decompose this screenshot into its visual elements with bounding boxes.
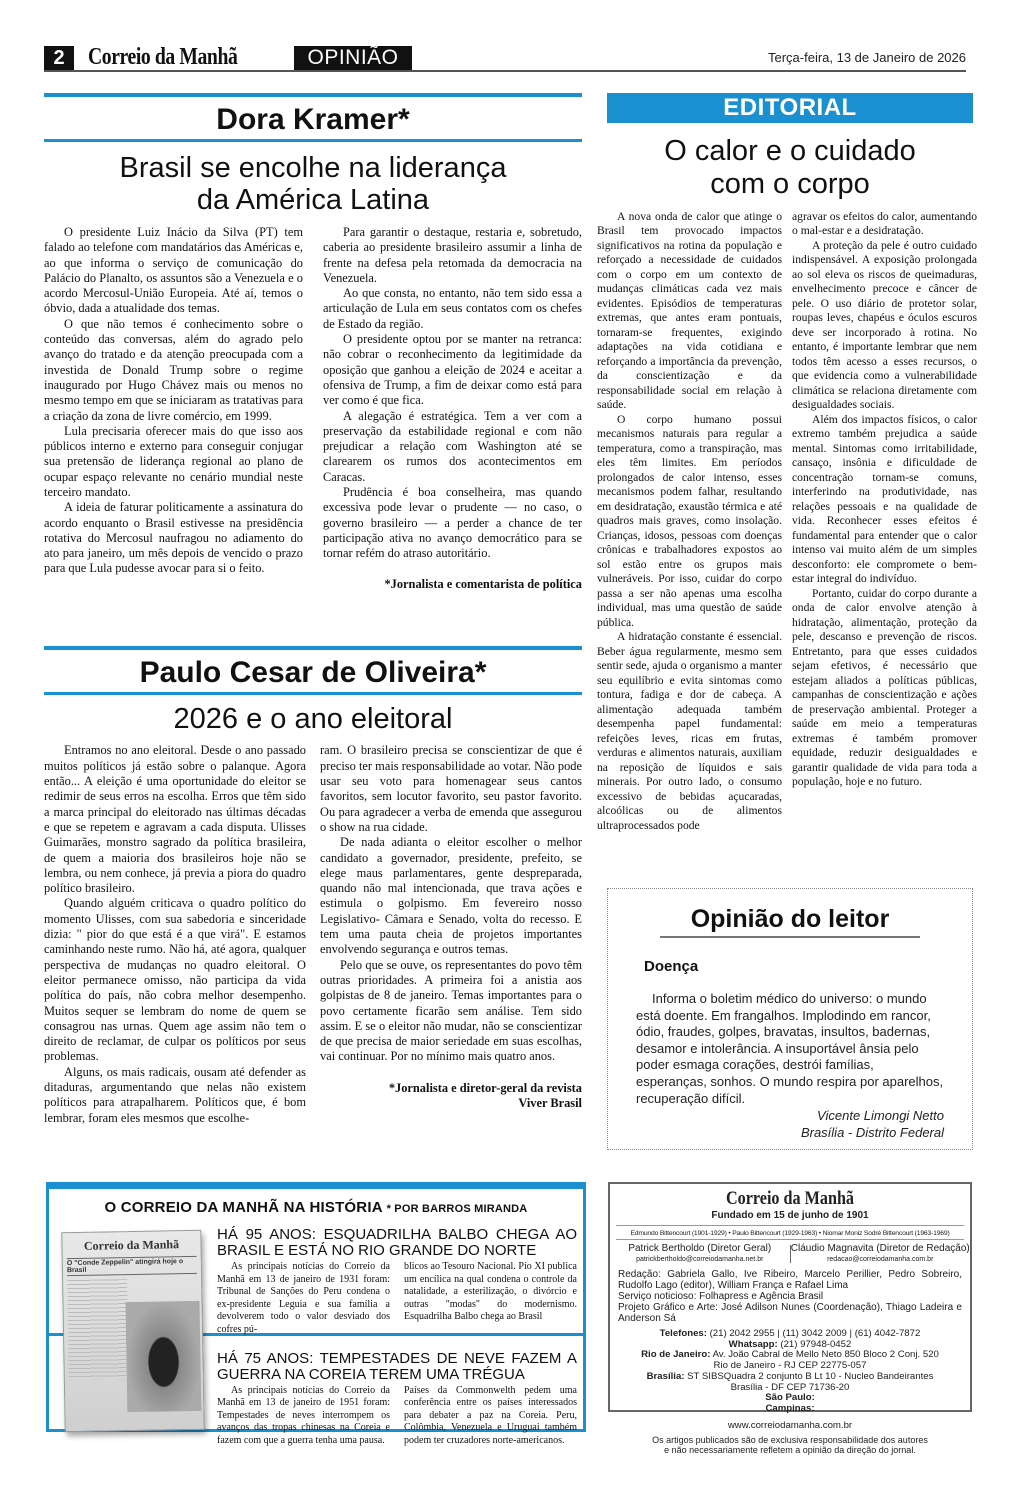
contact-info bbox=[610, 1329, 970, 1415]
disclaimer bbox=[610, 1435, 970, 1456]
history-item-body bbox=[217, 1385, 577, 1448]
archive-masthead: Correio da Manhã bbox=[83, 1237, 180, 1253]
divider bbox=[660, 936, 920, 938]
history-byline: * POR BARROS MIRANDA bbox=[386, 1203, 528, 1215]
body-column-right bbox=[320, 743, 582, 1125]
signature-line: Viver Brasil bbox=[518, 1096, 582, 1110]
contact-label: Brasília: bbox=[646, 1370, 685, 1382]
address-line: Av. João Cabral de Mello Neto 850 Bloco 2 Conj. 520 bbox=[712, 1349, 939, 1361]
zeppelin-photo bbox=[125, 1301, 201, 1412]
history-item-body bbox=[217, 1261, 577, 1337]
phone-numbers: (21) 2042 2955 | (11) 3042 2009 | (61) 4042-7872 bbox=[709, 1328, 921, 1339]
letter-location: Brasília - Distrito Federal bbox=[800, 1125, 944, 1141]
credit-servico bbox=[618, 1291, 962, 1302]
dateline: Terça-feira, 13 de Janeiro de 2026 bbox=[767, 50, 966, 65]
body-column-right bbox=[323, 225, 582, 593]
paragraph: A hidratação constante é essencial. Beber água regularmente, mesmo sem sentir sede, ajuda o organismo a manter seu equilíbrio e evita sintomas como tontura, fadiga e dor de cabeça. A alimentação adequada também desempenha papel fundamental: refeições leves, ricas em frutas, verduras e alimentos naturais, auxiliam na reposição de líquidos e sais minerais. Por outro lado, o consumo excessivo de bebidas açucaradas, alcoólicas ou de alimentos ultraprocessados pode bbox=[597, 630, 782, 832]
history-item-headline: HÁ 95 ANOS: ESQUADRILHA BALBO CHEGA AO BRASIL E ESTÁ NO RIO GRANDE DO NORTE bbox=[217, 1226, 577, 1259]
history-title bbox=[49, 1199, 583, 1216]
directors bbox=[610, 1243, 970, 1265]
history-text: As principais notícias do Correio da Manhã em 13 de janeiro de 1951 foram: Tempestades de neves interrompem os avanços das tropas chinesas na Coreia e fazem com que a guerra tenha uma pausa. bbox=[217, 1384, 390, 1446]
credit-redacao bbox=[618, 1269, 962, 1291]
article-body bbox=[44, 225, 582, 593]
paragraph: O que não temos é conhecimento sobre o conteúdo das conversas, além do agrado pelo avanço do tratado e da atenção preocupada com a investida de Donald Trump sobre o regime inaugurado por Hugo Chávez mais ou menos no mesmo tempo em que se iniciaram as tratativas para a criação da zona de livre comércio, em 1999. bbox=[44, 316, 303, 423]
editor-director bbox=[791, 1243, 971, 1265]
history-text: blicos ao Tesouro Nacional. Pio XI publica um encílica na qual condena o controle da natalidade, a esterilização, o divórcio e outras "modas" do modernismo. Esquadrilha Balbo chega ao Brasil bbox=[404, 1261, 577, 1323]
paragraph: O presidente optou por se manter na retranca: não cobrar o reconhecimento da legitimidade da oposição que ganhou a eleição de 2024 e aceitar a ofensiva de Trump, a fim de deixar como está para ver como é que fica. bbox=[323, 332, 582, 408]
director-general bbox=[610, 1243, 790, 1265]
credit-projeto bbox=[618, 1302, 962, 1324]
column-paulo-cesar bbox=[44, 646, 582, 1126]
contact-label: Campinas: bbox=[765, 1402, 815, 1414]
credit-value: Folhapress e Agência Brasil bbox=[699, 1291, 824, 1302]
credit-label: Projeto Gráfico e Arte: bbox=[618, 1302, 718, 1313]
credit-value: José Adilson Nunes (Coordenação), Thiago Ladeira e Anderson Sá bbox=[618, 1302, 962, 1324]
paragraph: Portanto, cuidar do corpo durante a onda de calor envolve atenção à hidratação, alimentação, proteção da pele, descanso e prevenção de riscos. Entretanto, para que esses cuidados sejam efetivos, é necessário que estejam aliados a políticas públicas, campanhas de conscientização e ações de preservação ambiental. Proteger a saúde em meio a temperaturas extremas é também promover equidade, reduzir desigualdades e garantir qualidade de vida para toda a população, hoje e no futuro. bbox=[792, 586, 977, 789]
signature-line: *Jornalista e diretor-geral da revista bbox=[388, 1080, 582, 1095]
paragraph: A alegação é estratégica. Tem a ver com a preservação da estabilidade regional e com não prejudicar a relação com Washington até se clarearem os rumos dos acontecimentos em Caracas. bbox=[323, 408, 582, 484]
paragraph: A proteção da pele é outro cuidado indispensável. A exposição prolongada ao sol eleva os riscos de queimaduras, envelhecimento precoce e câncer de pele. O uso diário de protetor solar, roupas leves, chapéus e óculos escuros deve ser incorporado à rotina. No entanto, é importante lembrar que nem todos têm acesso a esses recursos, o que evidencia como a vulnerabilidade climática se relaciona diretamente com desigualdades sociais. bbox=[792, 238, 977, 412]
paragraph: Além dos impactos físicos, o calor extremo também prejudica a saúde mental. Sintomas como irritabilidade, cansaço, insônia e dificuldade de concentração tornam-se comuns, interferindo na produtividade, nas relações pessoais e na qualidade de vida. Reconhecer esses efeitos é fundamental para entender que o calor intenso vai muito além de um simples desconforto: ele compromete o bem-estar integral do indivíduo. bbox=[792, 412, 977, 586]
paragraph: O corpo humano possui mecanismos naturais para regular a temperatura, como a transpiração, mas eles têm limites. Em períodos prolongados de calor intenso, esses mecanismos podem falhar, resultando em desidratação, exaustão térmica e até quadros mais graves, como insolação. Crianças, idosos, pessoas com doenças crônicas e trabalhadores expostos ao sol estão entre os grupos mais vulneráveis. Por isso, cuidar do corpo passa a ser não apenas uma escolha individual, mas uma questão de saúde pública. bbox=[597, 412, 782, 629]
whatsapp-number: (21) 97948-0452 bbox=[780, 1338, 852, 1350]
director-name: Cláudio Magnavita (Diretor de Redação) bbox=[790, 1243, 970, 1254]
history-text: Países da Commonwelth pedem uma conferência entre os países interessados para debater a paz na Coreia. Peru, Colômbia, Venezuela e Uruguai também podem ter cruzadores norte-americanos. bbox=[404, 1384, 577, 1446]
history-items bbox=[217, 1227, 577, 1448]
divider bbox=[44, 93, 582, 97]
paragraph: Ao que consta, no entanto, não tem sido essa a articulação de Lula em seus contatos com os chefes de Estado da região. bbox=[323, 286, 582, 331]
paragraph: Para garantir o destaque, restaria e, sobretudo, caberia ao presidente brasileiro assumir a linha de frente na defesa pela retomada da democracia na Venezuela. bbox=[323, 224, 582, 285]
credit-label: Redação: bbox=[618, 1269, 661, 1280]
body-column-left bbox=[44, 743, 306, 1125]
body-column-right bbox=[792, 210, 977, 834]
divider bbox=[616, 1239, 964, 1240]
body-column-left bbox=[597, 210, 782, 834]
history-text: As principais notícias do Correio da Manhã em 13 de janeiro de 1931 foram: Tribunal de Sanções do Peru condena o ex-presidente Leguia e sua família a devolverem todo o valor desviado dos cofres pú- bbox=[217, 1261, 390, 1335]
history-item-headline: HÁ 75 ANOS: TEMPESTADES DE NEVE FAZEM A GUERRA NA COREIA TEREM UMA TRÉGUA bbox=[217, 1349, 577, 1383]
paragraph: A ideia de faturar politicamente a assinatura do acordo enquanto o Brasil estivesse na presidência rotativa do Mercosul naufragou no adiamento do ato para janeiro, um mês depois de vencido o prazo para que Lula pudesse avocar para si o feito. bbox=[44, 500, 303, 576]
column-dora-kramer bbox=[44, 93, 582, 593]
letter-author: Vicente Limongi Netto bbox=[817, 1108, 944, 1124]
body-column-left bbox=[44, 225, 303, 593]
column-author: Paulo Cesar de Oliveira* bbox=[139, 656, 487, 689]
author-signature bbox=[320, 1081, 582, 1112]
editorial-tag: EDITORIAL bbox=[607, 93, 973, 123]
divider bbox=[44, 646, 582, 650]
founded-date: Fundado em 15 de junho de 1901 bbox=[711, 1210, 869, 1221]
director-email[interactable]: redacao@correiodamanha.com.br bbox=[827, 1256, 934, 1263]
paragraph: Alguns, os mais radicais, ousam até defender as ditaduras, argumentando que nelas não existem políticos para atrapalharem. Políticos que, é bom lembrar, foram eles mesmos que escolhe- bbox=[44, 1064, 306, 1125]
paragraph: Lula precisaria oferecer mais do que isso aos públicos interno e externo para conseguir conjugar sua pretensão de liderança regional ao plano de ocupar espaço relevante no cenário mundial neste terceiro mandato. bbox=[44, 423, 303, 499]
contact-label: Telefones: bbox=[659, 1328, 707, 1339]
headline-line: O calor e o cuidado bbox=[664, 135, 916, 167]
address-line: Brasília - DF CEP 71736-20 bbox=[730, 1381, 850, 1393]
staff-credits bbox=[618, 1269, 962, 1324]
section-tag: OPINIÃO bbox=[294, 46, 412, 70]
divider bbox=[616, 1225, 964, 1226]
letter-text: Informa o boletim médico do universo: o mundo está doente. Em frangalhos. Implodindo em rancor, ódio, fraudes, golpes, bravatas, insultos, badernas, desamor e intolerância. A insuportável ânsia pelo poder esmaga corações, destrói famílias, esperanças, sonhos. O mundo respira por aparelhos, recuperação difícil. bbox=[636, 991, 944, 1106]
disclaimer-line: e não necessariamente refletem a opinião da direção do jornal. bbox=[664, 1445, 916, 1456]
divider bbox=[44, 139, 582, 142]
article-headline bbox=[44, 152, 582, 217]
article-body bbox=[44, 743, 582, 1125]
headline-line: com o corpo bbox=[710, 168, 870, 201]
director-email[interactable]: patrickbertholdo@correiodamanha.net.br bbox=[636, 1256, 764, 1263]
paragraph: Prudência é boa conselheira, mas quando excessiva pode levar o prudente — no caso, o governo brasileiro — a perder a chance de ter participação ativa no avanço democrático para se tornar refém do atraso autoritário. bbox=[323, 484, 582, 561]
headline-line: Brasil se encolhe na liderança bbox=[119, 152, 507, 184]
divider bbox=[44, 692, 582, 695]
website-link[interactable]: www.correiodamanha.com.br bbox=[727, 1419, 853, 1431]
expediente-box bbox=[608, 1182, 972, 1456]
disclaimer-line: Os artigos publicados são de exclusiva responsabilidade dos autores bbox=[652, 1434, 928, 1445]
reader-opinion-title: Opinião do leitor bbox=[690, 905, 890, 933]
paragraph: ram. O brasileiro precisa se conscientizar de que é preciso ter mais responsabilidade ao votar. Não pode usar seu voto para homenagear seus cantos favoritos, sem locutor favorito, seu pastor favorito. Ou para agradecer a verba de emenda que assegurou o show na rua cidade. bbox=[320, 743, 582, 834]
history-item bbox=[217, 1227, 577, 1337]
archive-front-page-image bbox=[61, 1230, 204, 1432]
paragraph: Quando alguém criticava o quadro político do momento Ulisses, com sua sabedoria e sinceridade dizia: " pior do que está é a que virá". E estamos caminhando neste rumo. Não há, até agora, qualquer perspectiva de mudanças no quadro eleitoral. O eleitor permanece omisso, não participa da vida política do país, não cobra melhor desempenho. Muitos sequer se lembram do nome de quem se consagrou nas urnas. Quem age assim não tem o direito de reclamar, de culpar os políticos por seus problemas. bbox=[44, 896, 306, 1064]
paragraph: O presidente Luiz Inácio da Silva (PT) tem falado ao telefone com mandatários das Américas e, ao que informa o serviço de comunicação do Palácio do Planalto, os assuntos são a Venezuela e o acordo Mercosul-União Europeia. Até aí, temos o óbvio, dada a atualidade dos temas. bbox=[44, 224, 303, 316]
author-signature: *Jornalista e comentarista de política bbox=[384, 577, 582, 592]
editorial-body bbox=[597, 210, 977, 834]
credit-value: Gabriela Gallo, Ive Ribeiro, Marcelo Perillier, Pedro Sobreiro, Rudolfo Lago (editor), William França e Rafael Lima bbox=[618, 1269, 963, 1291]
headline-line: da América Latina bbox=[196, 184, 430, 217]
archive-headline: O "Conde Zeppelin" atingirá hoje o Brasil bbox=[67, 1256, 197, 1276]
contact-label: Rio de Janeiro: bbox=[641, 1349, 711, 1361]
paragraph: A nova onda de calor que atinge o Brasil tem provocado impactos significativos na rotina da população e reforçado a necessidade de cuidados com o corpo em um contexto de mudanças climáticas cada vez mais evidentes. Episódios de temperaturas extremas, que antes eram pontuais, tornaram-se frequentes, exigindo adaptações na vida cotidiana e reforçando a importância da prevenção, da conscientização e da responsabilidade social em relação à saúde. bbox=[597, 209, 782, 412]
founders-list: Edmundo Bittencourt (1901-1929) • Paulo Bittencourt (1929-1963) • Niomar Moniz Sodré Bittencourt (1963-1969) bbox=[630, 1230, 950, 1237]
article-headline: 2026 e o ano eleitoral bbox=[173, 703, 453, 735]
director-name: Patrick Bertholdo (Diretor Geral) bbox=[628, 1243, 772, 1254]
history-item bbox=[217, 1351, 577, 1448]
address-line: Rio de Janeiro - RJ CEP 22775-057 bbox=[713, 1360, 867, 1372]
contact-label: São Paulo: bbox=[765, 1392, 815, 1404]
editorial-headline bbox=[607, 135, 973, 202]
archive-text-lines bbox=[67, 1279, 129, 1380]
column-author: Dora Kramer* bbox=[216, 103, 410, 136]
address-line: ST SIBSQuadra 2 conjunto B Lt 10 - Nucleo Bandeirantes bbox=[687, 1370, 934, 1382]
editorial bbox=[597, 93, 977, 833]
paragraph: agravar os efeitos do calor, aumentando o mal-estar e a desidratação. bbox=[792, 209, 977, 238]
expediente-masthead: Correio da Manhã bbox=[725, 1188, 855, 1209]
masthead-logo: Correio da Manhã bbox=[88, 44, 238, 70]
reader-opinion-box bbox=[607, 888, 973, 1150]
page-number: 2 bbox=[44, 46, 74, 70]
letter-title: Doença bbox=[644, 958, 699, 975]
history-frame bbox=[46, 1182, 586, 1446]
paragraph: Entramos no ano eleitoral. Desde o ano passado muitos políticos já estão sobre o palanque. Agora então... A eleição é uma oportunidade do eleitor se redimir de seus erros na escolha. Erros que têm sido a marca principal do eleitorado nas últimas décadas e que se repetem e agravam a cada disputa. Ulisses Guimarães, monstro sagrado da política brasileira, de quem a maioria dos brasileiros hoje não se lembra, ou nem conhece, já previa a piora do quadro político brasileiro. bbox=[44, 743, 306, 896]
page-header bbox=[44, 46, 966, 72]
paragraph: De nada adianta o eleitor escolher o melhor candidato a governador, presidente, prefeito, se elege maus parlamentares, gente despreparada, quando não mal intencionada, que trava ações e estimula o golpismo. Em fevereiro nosso Legislativo- Câmara e Senado, volta do recesso. E tem uma pauta cheia de projetos importantes envolvendo segurança e outros temas. bbox=[320, 835, 582, 957]
contact-label: Whatsapp: bbox=[728, 1338, 778, 1350]
paragraph: Pelo que se ouve, os representantes do povo têm outras prioridades. A primeira foi a anistia aos golpistas de 8 de janeiro. Temas importantes para o povo certamente ficarão sem análise. Tem sido assim. E se o eleitor não mudar, não se conscientizar de que precisa de maior seriedade em suas escolhas, vai continuar. Por no mínimo mais quatro anos. bbox=[320, 957, 582, 1064]
history-title-text: O CORREIO DA MANHÃ NA HISTÓRIA bbox=[104, 1199, 383, 1216]
credit-label: Serviço noticioso: bbox=[618, 1291, 697, 1302]
